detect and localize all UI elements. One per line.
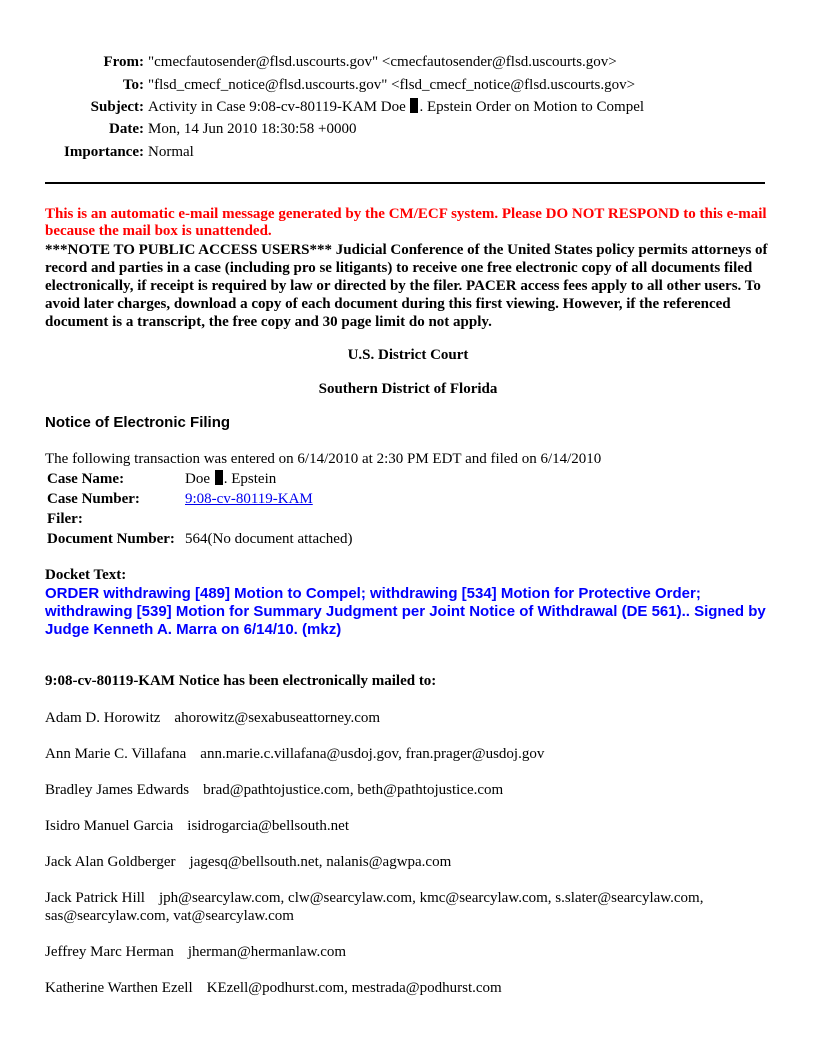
list-item: [45, 745, 775, 763]
recipient-emails: jagesq@bellsouth.net, nalanis@agwpa.com: [189, 854, 452, 870]
list-item: [45, 817, 775, 835]
recipient-name: Jack Alan Goldberger: [45, 854, 176, 870]
subject-after: . Epstein Order on Motion to Compel: [419, 99, 645, 115]
recipient-name: Bradley James Edwards: [45, 782, 190, 798]
case-name-before: Doe: [185, 471, 210, 487]
to-value: "flsd_cmecf_notice@flsd.uscourts.gov" <flsd_cmecf_notice@flsd.uscourts.gov>: [148, 77, 636, 93]
header-divider: [45, 182, 765, 184]
list-item: [45, 853, 775, 871]
recipient-emails: jph@searcylaw.com, clw@searcylaw.com, kmc@searcylaw.com, s.slater@searcylaw.com, sas@searcylaw.com, vat@searcylaw.com: [45, 890, 704, 924]
date-label: Date:: [109, 121, 144, 137]
redaction-box: [410, 98, 418, 113]
importance-label: Importance:: [64, 144, 144, 160]
district-name: Southern District of Florida: [318, 381, 498, 397]
mailed-heading: 9:08-cv-80119-KAM Notice has been electronically mailed to:: [45, 673, 437, 689]
from-label: From:: [103, 54, 144, 70]
recipient-name: Katherine Warthen Ezell: [45, 980, 193, 996]
list-item: [45, 943, 775, 961]
to-label: To:: [122, 77, 144, 93]
case-name-after: . Epstein: [223, 471, 277, 487]
case-number-label: Case Number:: [47, 491, 140, 507]
document-number-label: Document Number:: [47, 531, 175, 547]
subject-before: Activity in Case 9:08-cv-80119-KAM Doe: [148, 99, 406, 115]
recipient-emails: ahorowitz@sexabuseattorney.com: [174, 710, 381, 726]
public-access-notice: ***NOTE TO PUBLIC ACCESS USERS*** Judicial Conference of the United States policy permits attorneys of record and parties in a case (including pro se litigants) to receive one free electronic copy of all documents filed electronically, if receipt is required by law or directed by the filer. PACER access fees apply to all other users. To avoid later charges, download a copy of each document during this first viewing. However, if the referenced document is a transcript, the free copy and 30 page limit do not apply.: [45, 242, 768, 330]
case-name-value: [185, 469, 276, 489]
list-item: [45, 781, 775, 799]
recipient-name: Isidro Manuel Garcia: [45, 818, 174, 834]
recipient-emails: ann.marie.c.villafana@usdoj.gov, fran.prager@usdoj.gov: [200, 746, 545, 762]
redaction-box: [215, 470, 223, 485]
transaction-text: The following transaction was entered on 6/14/2010 at 2:30 PM EDT and filed on 6/14/2010: [45, 451, 602, 467]
date-value: Mon, 14 Jun 2010 18:30:58 +0000: [148, 121, 357, 137]
recipient-emails: brad@pathtojustice.com, beth@pathtojustice.com: [203, 782, 504, 798]
recipient-name: Jeffrey Marc Herman: [45, 944, 174, 960]
recipient-emails: jherman@hermanlaw.com: [187, 944, 347, 960]
recipient-name: Adam D. Horowitz: [45, 710, 161, 726]
filer-label: Filer:: [47, 511, 83, 527]
recipient-emails: KEzell@podhurst.com, mestrada@podhurst.com: [206, 980, 502, 996]
list-item: [45, 889, 775, 925]
list-item: [45, 979, 775, 997]
court-name: U.S. District Court: [347, 347, 469, 363]
case-name-label: Case Name:: [47, 471, 125, 487]
recipient-emails: isidrogarcia@bellsouth.net: [187, 818, 349, 834]
subject-value: [148, 97, 644, 117]
from-value: "cmecfautosender@flsd.uscourts.gov" <cmecfautosender@flsd.uscourts.gov>: [148, 54, 617, 70]
recipient-name: Jack Patrick Hill: [45, 890, 145, 906]
recipient-name: Ann Marie C. Villafana: [45, 746, 187, 762]
docket-label: Docket Text:: [45, 567, 127, 583]
document-number-value: 564(No document attached): [185, 531, 353, 547]
auto-message-warning: This is an automatic e-mail message generated by the CM/ECF system. Please DO NOT RESPOND to this e-mail because the mail box is unattended.: [45, 206, 767, 239]
subject-label: Subject:: [90, 99, 144, 115]
importance-value: Normal: [148, 144, 194, 160]
list-item: [45, 709, 775, 727]
case-number-link[interactable]: 9:08-cv-80119-KAM: [185, 491, 313, 507]
docket-text: ORDER withdrawing [489] Motion to Compel; withdrawing [534] Motion for Protective Order; withdrawing [539] Motion for Summary Judgment per Joint Notice of Withdrawal (DE 561).. Signed by Judge Kenneth A. Marra on 6/14/10. (mkz): [45, 585, 766, 638]
nef-title: Notice of Electronic Filing: [45, 414, 231, 431]
